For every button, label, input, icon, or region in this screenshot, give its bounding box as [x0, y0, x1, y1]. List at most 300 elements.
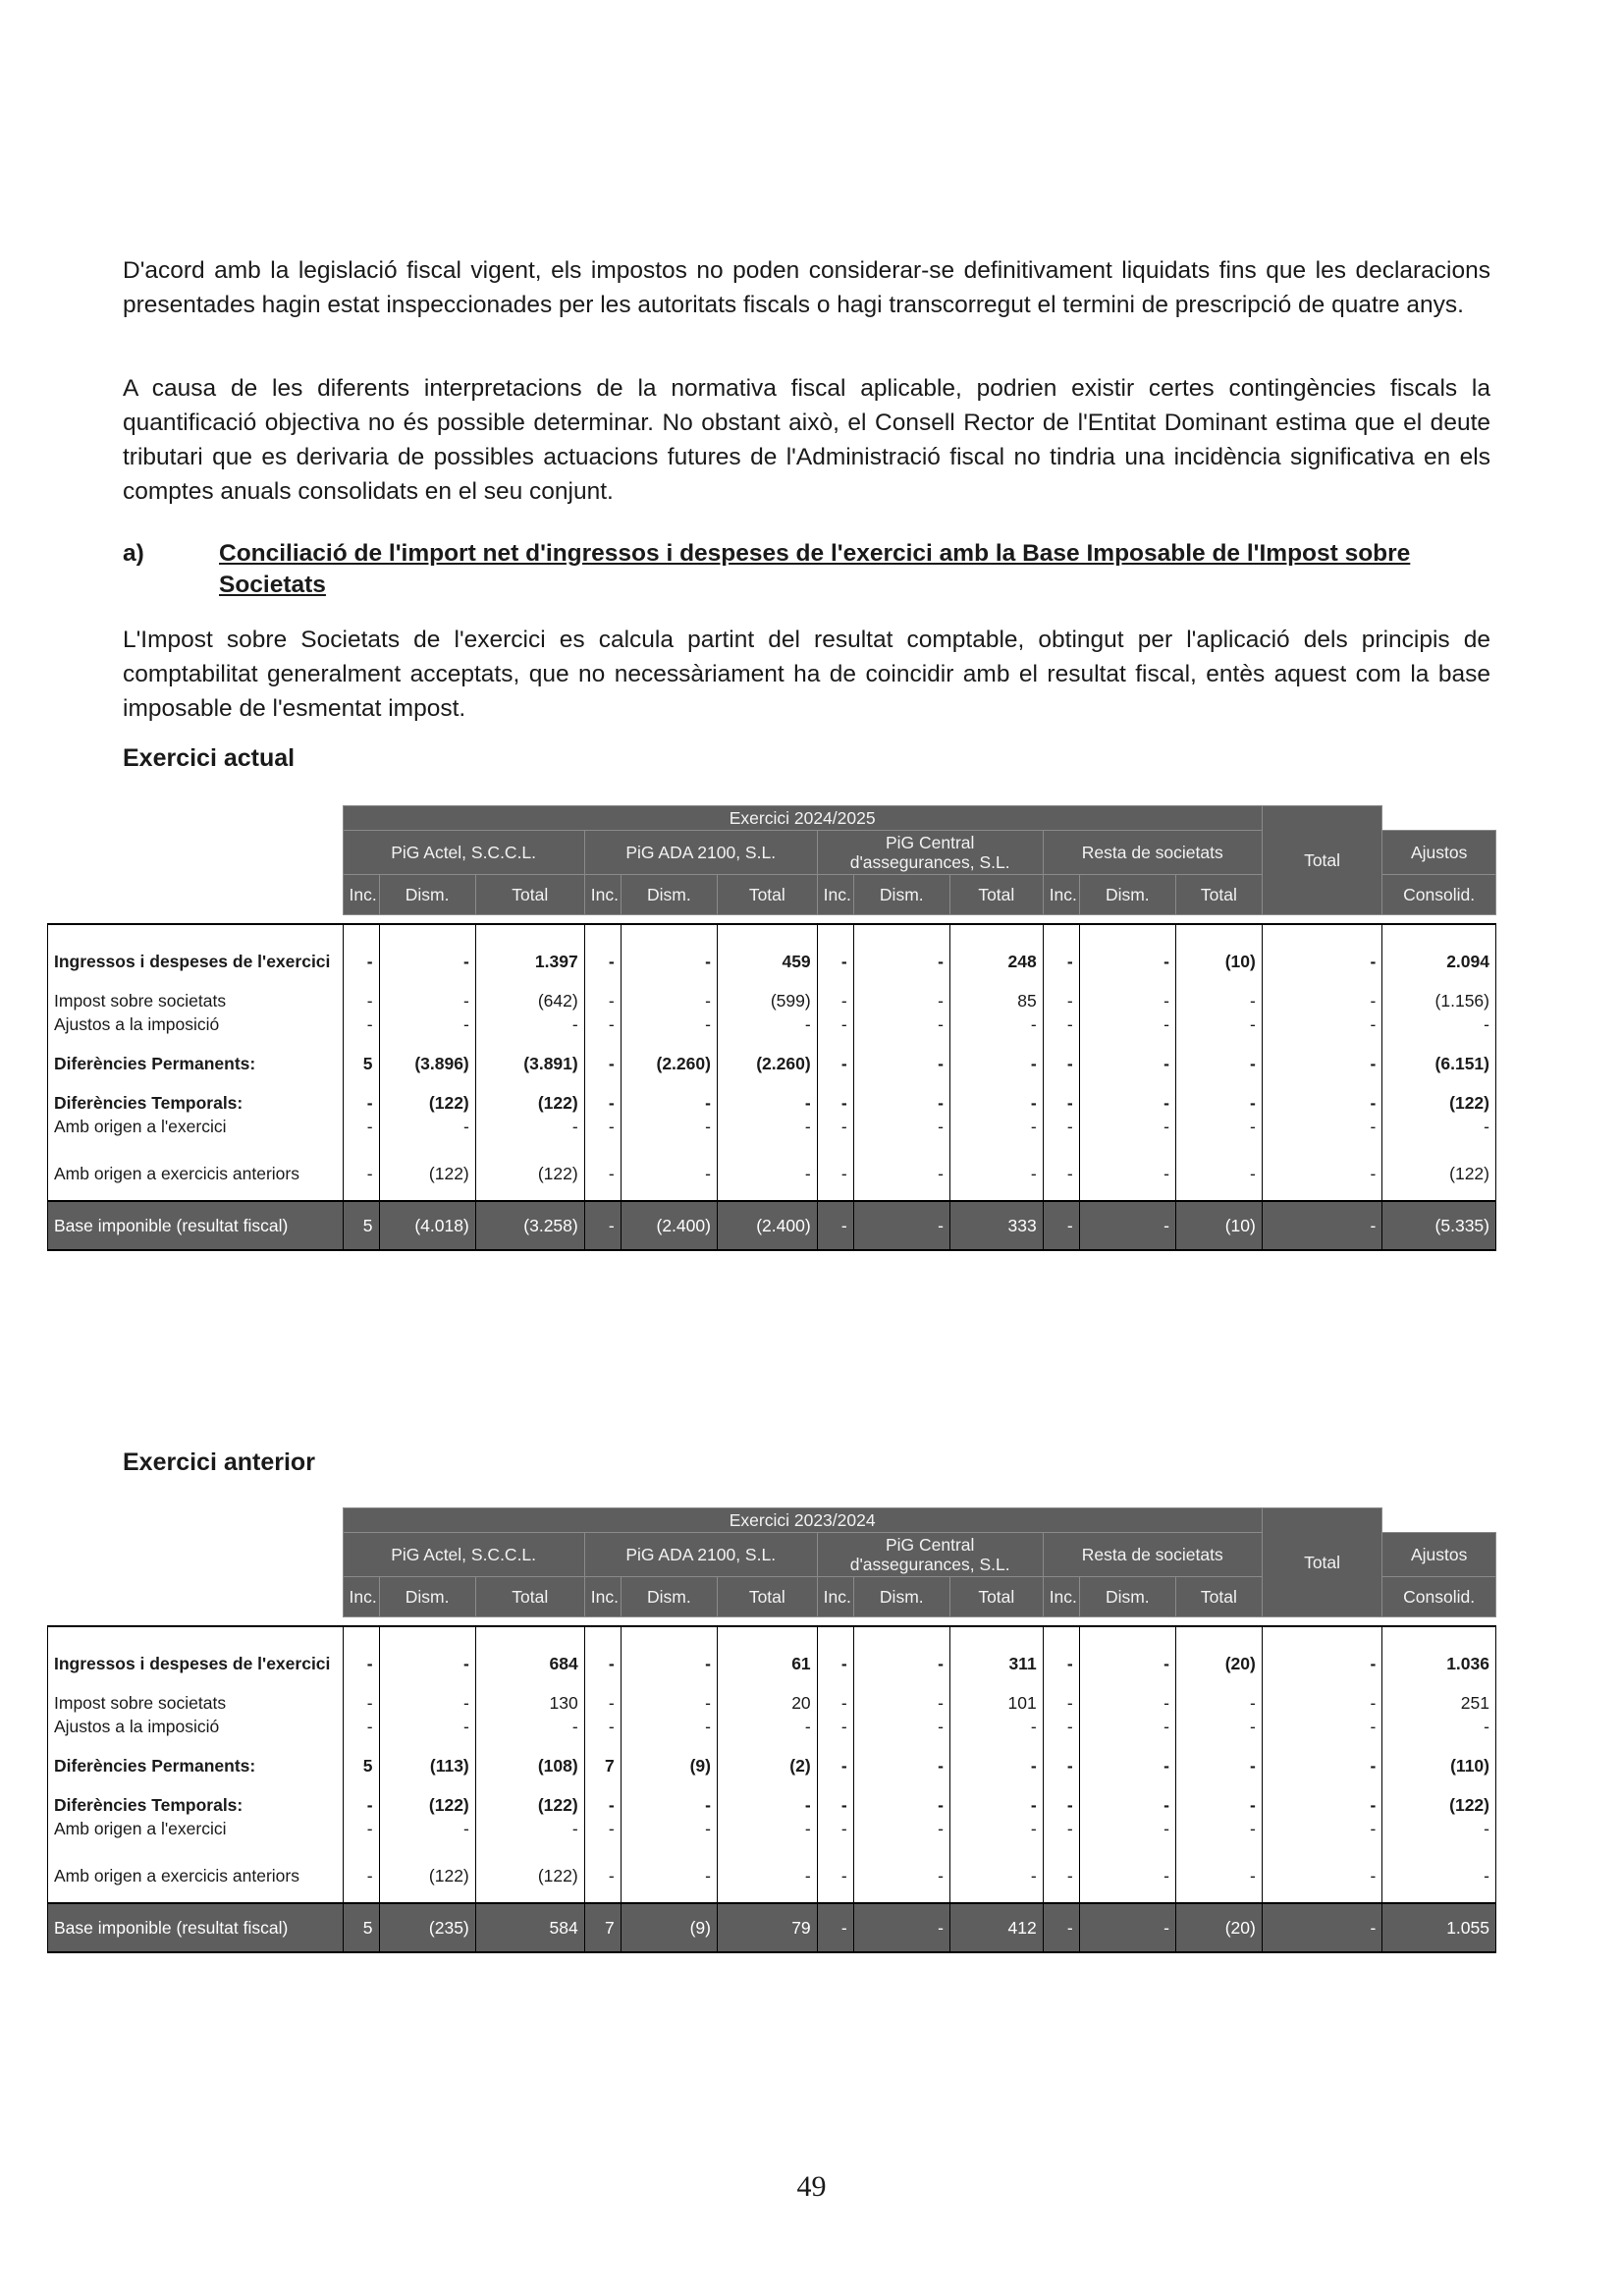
table-cell: -: [1079, 924, 1175, 972]
table-cell: -: [853, 1753, 949, 1777]
table-cell: (108): [475, 1753, 584, 1777]
section-title: Conciliació de l'import net d'ingressos i despeses de l'exercici amb la Base Imposable de l'Impost sobre Societats: [219, 540, 1411, 598]
table-cell: 7: [584, 1903, 621, 1952]
table-cell: -: [1079, 1839, 1175, 1886]
table-cell: 2.094: [1382, 924, 1496, 972]
table-cell: -: [949, 1051, 1043, 1074]
table-cell: -: [1262, 924, 1382, 972]
table-cell: -: [584, 1714, 621, 1737]
table-cell: -: [621, 1090, 717, 1114]
table-row: [48, 924, 1496, 972]
table-cell: -: [949, 1753, 1043, 1777]
table-cell: -: [621, 988, 717, 1011]
table-cell: -: [584, 1090, 621, 1114]
table-cell: -: [475, 1114, 584, 1137]
table-cell: (122): [379, 1137, 475, 1184]
table-cell: -: [343, 1714, 379, 1737]
subcolumn-header: Dism.: [1079, 875, 1175, 915]
table-cell: 248: [949, 924, 1043, 972]
row-label: Impost sobre societats: [48, 988, 344, 1011]
table-cell: -: [1043, 1714, 1079, 1737]
table-cell: -: [1043, 1839, 1079, 1886]
table-cell: -: [949, 1839, 1043, 1886]
table-cell: 1.055: [1382, 1903, 1496, 1952]
paragraph-prescription: D'acord amb la legislació fiscal vigent, els impostos no poden considerar-se definitivament liquidats fins que les declaracions presentades hagin estat inspeccionades per les autoritats fiscals o hagi transcorregut el termini de prescripció de quatre anys.: [123, 257, 1490, 318]
table-cell: -: [1043, 1690, 1079, 1714]
table-cell: -: [1043, 988, 1079, 1011]
row-label: Ingressos i despeses de l'exercici: [48, 1626, 344, 1674]
table-cell: -: [817, 1816, 853, 1839]
table-cell: (2.260): [621, 1051, 717, 1074]
table-cell: (3.258): [475, 1201, 584, 1250]
table-cell: -: [343, 1626, 379, 1674]
table-cell: -: [949, 1816, 1043, 1839]
table-cell: -: [1043, 1201, 1079, 1250]
table-cell: -: [817, 1090, 853, 1114]
section-letter: a): [123, 540, 144, 567]
row-label: Diferències Temporals:: [48, 1090, 344, 1114]
row-label: Impost sobre societats: [48, 1690, 344, 1714]
table-cell: (122): [379, 1792, 475, 1816]
table-cell: -: [949, 1114, 1043, 1137]
table-cell: -: [621, 1816, 717, 1839]
table-cell: -: [853, 1792, 949, 1816]
table-cell: -: [343, 1114, 379, 1137]
table-cell: -: [949, 1792, 1043, 1816]
table-cell: -: [853, 1690, 949, 1714]
table-cell: -: [1175, 1690, 1262, 1714]
row-label: Amb origen a exercicis anteriors: [48, 1137, 344, 1184]
table-cell: -: [949, 1714, 1043, 1737]
table-cell: -: [817, 1690, 853, 1714]
subcolumn-header: Total: [475, 875, 584, 915]
table-cell: -: [1262, 1714, 1382, 1737]
table-cell: -: [1079, 1903, 1175, 1952]
table-cell: (20): [1175, 1626, 1262, 1674]
table-cell: -: [379, 1114, 475, 1137]
table-cell: (20): [1175, 1903, 1262, 1952]
subcolumn-header: Total: [1175, 1577, 1262, 1617]
table-cell: -: [1382, 1816, 1496, 1839]
table-cell: 61: [717, 1626, 817, 1674]
table-row: [48, 988, 1496, 1011]
row-label: Amb origen a l'exercici: [48, 1114, 344, 1137]
row-label: Ingressos i despeses de l'exercici: [48, 924, 344, 972]
table-cell: -: [817, 1753, 853, 1777]
table-cell: -: [343, 1690, 379, 1714]
table-cell: 1.036: [1382, 1626, 1496, 1674]
subcolumn-header: Total: [717, 875, 817, 915]
table-cell: (122): [1382, 1090, 1496, 1114]
table-cell: (122): [475, 1137, 584, 1184]
group-header: PiG Central d'assegurances, S.L.: [817, 831, 1043, 875]
table-cell: (122): [475, 1792, 584, 1816]
subcolumn-header: Dism.: [1079, 1577, 1175, 1617]
table-cell: -: [584, 1137, 621, 1184]
table-cell: -: [717, 1137, 817, 1184]
table-cell: -: [379, 924, 475, 972]
table-cell: -: [1043, 924, 1079, 972]
table-row: [48, 1714, 1496, 1737]
table-cell: -: [853, 1011, 949, 1035]
table-cell: -: [1043, 1090, 1079, 1114]
table-cell: -: [949, 1090, 1043, 1114]
table-cell: -: [1043, 1011, 1079, 1035]
subcolumn-header: Dism.: [853, 875, 949, 915]
table-cell: -: [1175, 1792, 1262, 1816]
table-cell: -: [379, 1714, 475, 1737]
table-cell: -: [817, 1626, 853, 1674]
table-cell: -: [343, 924, 379, 972]
table-cell: -: [853, 1714, 949, 1737]
table-cell: -: [1262, 1201, 1382, 1250]
table-cell: -: [584, 1792, 621, 1816]
table-cell: -: [717, 1816, 817, 1839]
table-cell: (1.156): [1382, 988, 1496, 1011]
row-label: Base imponible (resultat fiscal): [48, 1201, 344, 1250]
table-cell: -: [1043, 1137, 1079, 1184]
subcolumn-header: Consolid.: [1382, 1577, 1496, 1617]
subcolumn-header: Dism.: [621, 1577, 717, 1617]
table-row: [48, 1753, 1496, 1777]
subcolumn-header: Dism.: [621, 875, 717, 915]
table-cell: (122): [379, 1090, 475, 1114]
table-cell: 79: [717, 1903, 817, 1952]
table-cell: -: [621, 1714, 717, 1737]
subcolumn-header: Inc.: [584, 875, 621, 915]
table-row: [48, 1011, 1496, 1035]
table-cell: -: [1079, 1114, 1175, 1137]
table-cell: 311: [949, 1626, 1043, 1674]
table-cell: 251: [1382, 1690, 1496, 1714]
table-cell: -: [1262, 1816, 1382, 1839]
table-cell: -: [621, 1792, 717, 1816]
table-row: [48, 1137, 1496, 1184]
subcolumn-header: Inc.: [817, 875, 853, 915]
table-cell: -: [1079, 1690, 1175, 1714]
table-cell: -: [343, 1839, 379, 1886]
table-cell: -: [1262, 988, 1382, 1011]
table-cell: -: [379, 988, 475, 1011]
table-cell: (2.400): [717, 1201, 817, 1250]
table-cell: -: [817, 1114, 853, 1137]
table-cell: 20: [717, 1690, 817, 1714]
table-cell: -: [717, 1839, 817, 1886]
table-cell: -: [1079, 1792, 1175, 1816]
table-cell: -: [853, 1201, 949, 1250]
table-cell: -: [621, 1137, 717, 1184]
table-cell: (235): [379, 1903, 475, 1952]
row-label: Amb origen a exercicis anteriors: [48, 1839, 344, 1886]
table-cell: -: [584, 1201, 621, 1250]
table-cell: -: [343, 1011, 379, 1035]
total-header: Total: [1262, 806, 1382, 915]
table-current-year: [47, 805, 1496, 1251]
table-cell: 130: [475, 1690, 584, 1714]
period-header: Exercici 2023/2024: [343, 1508, 1262, 1533]
base-row: [48, 1201, 1496, 1250]
table-cell: -: [584, 1816, 621, 1839]
table-cell: -: [475, 1011, 584, 1035]
table-cell: -: [1043, 1051, 1079, 1074]
table-cell: (2.400): [621, 1201, 717, 1250]
table-cell: -: [1175, 1816, 1262, 1839]
table-cell: -: [621, 1114, 717, 1137]
table-cell: -: [1079, 988, 1175, 1011]
period-header: Exercici 2024/2025: [343, 806, 1262, 831]
table-cell: -: [1079, 1011, 1175, 1035]
reconciliation-table: [47, 1507, 1496, 1953]
table-cell: -: [1079, 1051, 1175, 1074]
table-cell: (9): [621, 1753, 717, 1777]
table-cell: -: [621, 1011, 717, 1035]
table-cell: -: [1079, 1816, 1175, 1839]
table-cell: -: [853, 1137, 949, 1184]
group-header: PiG ADA 2100, S.L.: [584, 1533, 817, 1577]
table-cell: (9): [621, 1903, 717, 1952]
row-label: Ajustos a la imposició: [48, 1714, 344, 1737]
table-cell: -: [717, 1090, 817, 1114]
table-cell: (113): [379, 1753, 475, 1777]
table-cell: -: [1382, 1714, 1496, 1737]
subcolumn-header: Inc.: [584, 1577, 621, 1617]
page-number: 49: [796, 2170, 827, 2203]
table-cell: 684: [475, 1626, 584, 1674]
group-header: Ajustos: [1382, 1533, 1496, 1577]
table-cell: -: [621, 1839, 717, 1886]
table-cell: -: [853, 924, 949, 972]
table-cell: -: [343, 1816, 379, 1839]
table-cell: -: [1175, 1839, 1262, 1886]
table-cell: (3.896): [379, 1051, 475, 1074]
subcolumn-header: Total: [949, 875, 1043, 915]
table-cell: (122): [475, 1090, 584, 1114]
table-cell: -: [1262, 1090, 1382, 1114]
table-cell: -: [584, 1839, 621, 1886]
table-cell: (599): [717, 988, 817, 1011]
table-cell: (4.018): [379, 1201, 475, 1250]
table-cell: -: [1262, 1903, 1382, 1952]
table-cell: -: [1262, 1626, 1382, 1674]
subcolumn-header: Total: [475, 1577, 584, 1617]
table-cell: -: [853, 1816, 949, 1839]
table-cell: -: [853, 1903, 949, 1952]
table-cell: -: [1175, 1011, 1262, 1035]
table-cell: (122): [1382, 1792, 1496, 1816]
base-row: [48, 1903, 1496, 1952]
table-cell: -: [817, 988, 853, 1011]
table-row: [48, 1792, 1496, 1816]
table-cell: -: [343, 1792, 379, 1816]
table-cell: (122): [379, 1839, 475, 1886]
table-cell: (10): [1175, 1201, 1262, 1250]
row-label: Base imponible (resultat fiscal): [48, 1903, 344, 1952]
subtitle-current-year: Exercici actual: [123, 744, 296, 772]
table-cell: -: [1175, 988, 1262, 1011]
table-cell: -: [343, 1090, 379, 1114]
table-cell: -: [1175, 1753, 1262, 1777]
table-row: [48, 1626, 1496, 1674]
group-header: PiG Actel, S.C.C.L.: [343, 831, 584, 875]
subcolumn-header: Inc.: [343, 875, 379, 915]
table-cell: 584: [475, 1903, 584, 1952]
row-label: Ajustos a la imposició: [48, 1011, 344, 1035]
table-cell: -: [584, 1051, 621, 1074]
table-cell: -: [1262, 1839, 1382, 1886]
table-cell: -: [817, 1714, 853, 1737]
table-cell: -: [1382, 1114, 1496, 1137]
table-row: [48, 1690, 1496, 1714]
header-blank: [48, 1508, 344, 1617]
table-cell: 459: [717, 924, 817, 972]
table-cell: -: [949, 1137, 1043, 1184]
table-cell: -: [817, 1137, 853, 1184]
row-label: Diferències Temporals:: [48, 1792, 344, 1816]
table-cell: -: [1262, 1690, 1382, 1714]
table-cell: -: [584, 1690, 621, 1714]
table-cell: -: [717, 1011, 817, 1035]
table-cell: -: [817, 1051, 853, 1074]
table-cell: -: [1043, 1114, 1079, 1137]
table-cell: -: [379, 1690, 475, 1714]
table-cell: -: [853, 1114, 949, 1137]
table-cell: 5: [343, 1201, 379, 1250]
table-cell: (6.151): [1382, 1051, 1496, 1074]
subcolumn-header: Total: [1175, 875, 1262, 915]
table-row: [48, 1090, 1496, 1114]
table-cell: -: [343, 988, 379, 1011]
table-cell: -: [817, 1839, 853, 1886]
table-cell: -: [817, 1011, 853, 1035]
subcolumn-header: Inc.: [1043, 1577, 1079, 1617]
table-cell: -: [621, 924, 717, 972]
table-cell: -: [1079, 1137, 1175, 1184]
table-cell: -: [475, 1816, 584, 1839]
table-cell: -: [584, 1011, 621, 1035]
table-cell: -: [717, 1792, 817, 1816]
table-cell: -: [1079, 1714, 1175, 1737]
table-cell: -: [584, 924, 621, 972]
table-cell: -: [817, 1792, 853, 1816]
table-row: [48, 1839, 1496, 1886]
table-cell: -: [1079, 1626, 1175, 1674]
table-cell: 1.397: [475, 924, 584, 972]
table-cell: -: [1175, 1114, 1262, 1137]
group-header: PiG ADA 2100, S.L.: [584, 831, 817, 875]
table-cell: -: [1175, 1137, 1262, 1184]
table-cell: -: [1043, 1753, 1079, 1777]
table-cell: -: [1043, 1816, 1079, 1839]
subcolumn-header: Inc.: [817, 1577, 853, 1617]
table-cell: -: [379, 1011, 475, 1035]
table-cell: -: [817, 924, 853, 972]
table-cell: -: [1262, 1114, 1382, 1137]
table-cell: -: [853, 1839, 949, 1886]
table-cell: -: [1262, 1011, 1382, 1035]
table-cell: -: [1262, 1051, 1382, 1074]
paragraph-contingencies: A causa de les diferents interpretacions de la normativa fiscal aplicable, podrien existir certes contingències fiscals la quantificació objectiva no és possible determinar. No obstant això, el Consell Rector de l'Entitat Dominant estima que el deute tributari que es derivaria de possibles actuacions futures de l'Administració fiscal no tindria una incidència significativa en els comptes anuals consolidats en el seu conjunt.: [123, 375, 1490, 505]
subcolumn-header: Inc.: [1043, 875, 1079, 915]
subcolumn-header: Inc.: [343, 1577, 379, 1617]
subcolumn-header: Dism.: [379, 875, 475, 915]
group-header: PiG Actel, S.C.C.L.: [343, 1533, 584, 1577]
row-label: Diferències Permanents:: [48, 1753, 344, 1777]
subcolumn-header: Consolid.: [1382, 875, 1496, 915]
table-cell: -: [1382, 1839, 1496, 1886]
table-cell: -: [853, 1090, 949, 1114]
group-header: Ajustos: [1382, 831, 1496, 875]
table-cell: -: [584, 988, 621, 1011]
table-cell: -: [1079, 1753, 1175, 1777]
table-row: [48, 1114, 1496, 1137]
table-cell: -: [817, 1903, 853, 1952]
table-row: [48, 1051, 1496, 1074]
table-cell: -: [853, 988, 949, 1011]
table-cell: -: [817, 1201, 853, 1250]
subcolumn-header: Dism.: [853, 1577, 949, 1617]
table-row: [48, 1816, 1496, 1839]
group-header: PiG Central d'assegurances, S.L.: [817, 1533, 1043, 1577]
table-cell: -: [1262, 1137, 1382, 1184]
table-cell: -: [584, 1114, 621, 1137]
table-cell: 5: [343, 1753, 379, 1777]
table-previous-year: [47, 1507, 1496, 1953]
table-cell: 333: [949, 1201, 1043, 1250]
table-cell: -: [1262, 1792, 1382, 1816]
table-cell: -: [1043, 1903, 1079, 1952]
table-cell: (2.260): [717, 1051, 817, 1074]
table-cell: -: [717, 1714, 817, 1737]
table-cell: -: [1175, 1090, 1262, 1114]
table-cell: (2): [717, 1753, 817, 1777]
row-label: Diferències Permanents:: [48, 1051, 344, 1074]
subcolumn-header: Total: [717, 1577, 817, 1617]
group-header: Resta de societats: [1043, 831, 1262, 875]
table-cell: -: [343, 1137, 379, 1184]
table-cell: (122): [1382, 1137, 1496, 1184]
table-cell: -: [1079, 1090, 1175, 1114]
table-cell: (5.335): [1382, 1201, 1496, 1250]
table-cell: (10): [1175, 924, 1262, 972]
table-cell: (3.891): [475, 1051, 584, 1074]
table-cell: -: [1175, 1714, 1262, 1737]
table-cell: (110): [1382, 1753, 1496, 1777]
table-cell: -: [621, 1690, 717, 1714]
table-cell: -: [1175, 1051, 1262, 1074]
group-header: Resta de societats: [1043, 1533, 1262, 1577]
table-cell: 7: [584, 1753, 621, 1777]
table-cell: 101: [949, 1690, 1043, 1714]
table-cell: (122): [475, 1839, 584, 1886]
table-cell: -: [853, 1626, 949, 1674]
paragraph-tax-calculation: L'Impost sobre Societats de l'exercici es calcula partint del resultat comptable, obtingut per l'aplicació dels principis de comptabilitat generalment acceptats, que no necessàriament ha de coincidir amb el resultat fiscal, entès aquest com la base imposable de l'esmentat impost.: [123, 627, 1490, 722]
subcolumn-header: Total: [949, 1577, 1043, 1617]
table-cell: 412: [949, 1903, 1043, 1952]
row-label: Amb origen a l'exercici: [48, 1816, 344, 1839]
table-cell: 5: [343, 1051, 379, 1074]
table-cell: -: [1043, 1626, 1079, 1674]
table-cell: -: [1262, 1753, 1382, 1777]
table-cell: -: [1043, 1792, 1079, 1816]
table-cell: -: [717, 1114, 817, 1137]
subcolumn-header: Dism.: [379, 1577, 475, 1617]
table-cell: 5: [343, 1903, 379, 1952]
table-cell: -: [853, 1051, 949, 1074]
table-cell: 85: [949, 988, 1043, 1011]
table-cell: -: [379, 1626, 475, 1674]
table-cell: (642): [475, 988, 584, 1011]
table-cell: -: [621, 1626, 717, 1674]
